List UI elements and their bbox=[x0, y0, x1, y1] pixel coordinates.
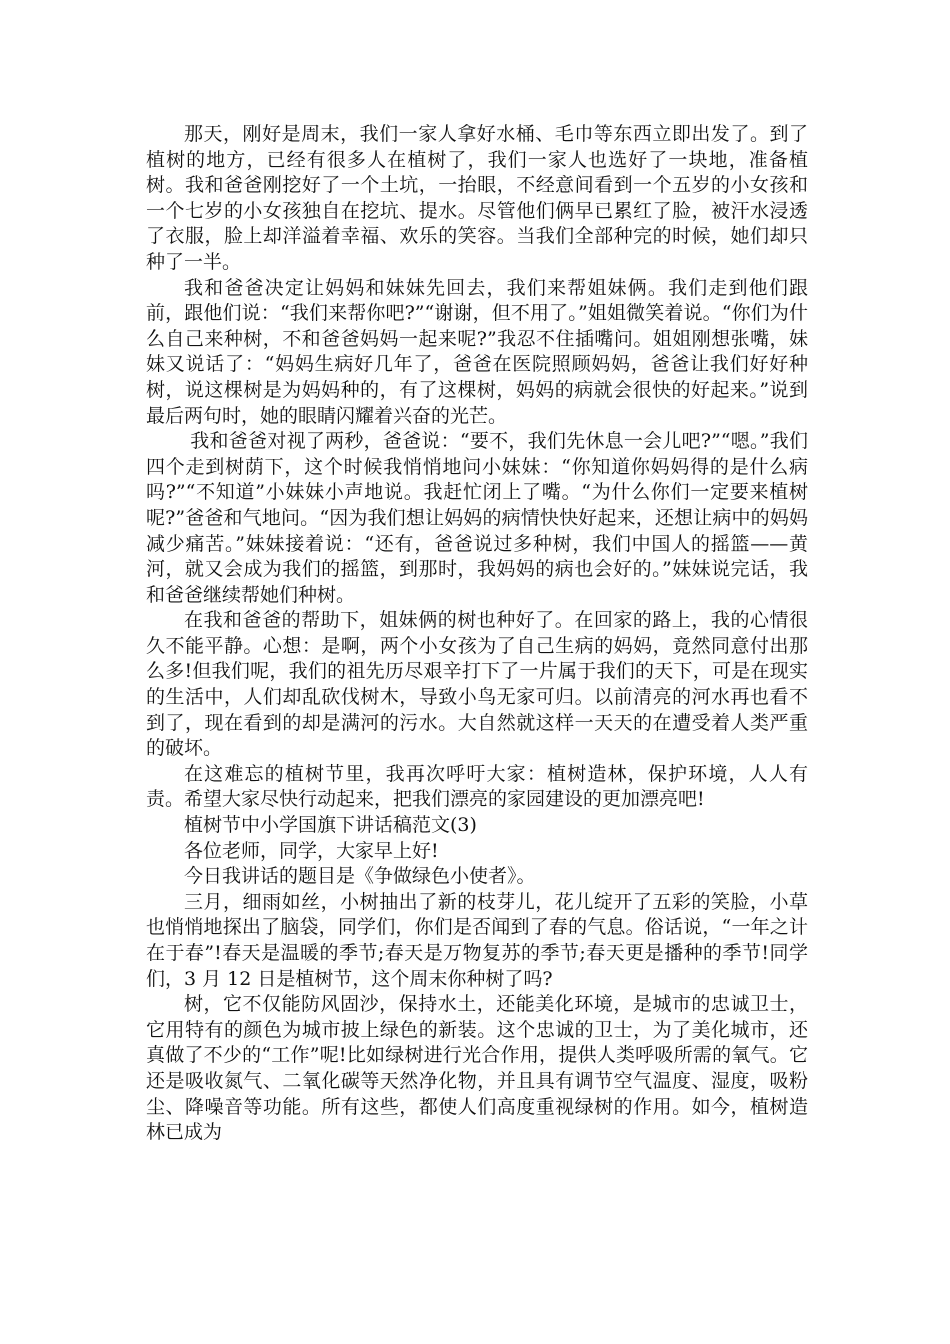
paragraph-conversation: 我和爸爸对视了两秒，爸爸说：“要不，我们先休息一会儿吧?”“嗯。”我们四个走到树荫下，这个时候我悄悄地问小妹妹：“你知道你妈妈得的是什么病吗?”“不知道”小妹妹小声地说。我赶忙闭上了嘴。“为什么你们一定要来植树呢?”爸爸和气地问。“因为我们想让妈妈的病情快快好起来，还想让病中的妈妈减少痛苦。”妹妹接着说：“还有，爸爸说过多种树，我们中国人的摇篮——黄河，就又会成为我们的摇篮，到那时，我妈妈的病也会好的。”妹妹说完话，我和爸爸继续帮她们种树。 bbox=[146, 430, 808, 606]
paragraph-topic: 今日我讲话的题目是《争做绿色小使者》。 bbox=[184, 865, 536, 888]
document-body bbox=[146, 122, 808, 1146]
paragraph-spring: 三月，细雨如丝，小树抽出了新的枝芽儿，花儿绽开了五彩的笑脸，小草也悄悄地探出了脑袋，同学们，你们是否闻到了春的气息。俗话说，“一年之计在于春”!春天是温暖的季节;春天是万物复苏的季节;春天更是播种的季节!同学们，3 月 12 日是植树节，这个周末你种树了吗? bbox=[146, 890, 808, 990]
paragraph-reflection: 在我和爸爸的帮助下，姐妹俩的树也种好了。在回家的路上，我的心情很久不能平静。心想：是啊，两个小女孩为了自己生病的妈妈，竟然同意付出那么多!但我们呢，我们的祖先历尽艰辛打下了一片属于我们的天下，可是在现实的生活中，人们却乱砍伐树木，导致小鸟无家可归。以前清亮的河水再也看不到了，现在看到的却是满河的污水。大自然就这样一天天的在遭受着人类严重的破坏。 bbox=[146, 609, 808, 760]
paragraph-family-planting: 那天，刚好是周末，我们一家人拿好水桶、毛巾等东西立即出发了。到了植树的地方，已经有很多人在植树了，我们一家人也选好了一块地，准备植树。我和爸爸刚挖好了一个土坑，一抬眼，不经意间看到一个五岁的小女孩和一个七岁的小女孩独自在挖坑、提水。尽管他们俩早已累红了脸，被汗水浸透了衣服，脸上却洋溢着幸福、欢乐的笑容。当我们全部种完的时候，她们却只种了一半。 bbox=[146, 123, 808, 273]
paragraph-appeal: 在这难忘的植树节里，我再次呼吁大家：植树造林，保护环境，人人有责。希望大家尽快行动起来，把我们漂亮的家园建设的更加漂亮吧! bbox=[146, 762, 808, 811]
section-title: 植树节中小学国旗下讲话稿范文(3) bbox=[184, 814, 477, 837]
paragraph-sisters-help: 我和爸爸决定让妈妈和妹妹先回去，我们来帮姐妹俩。我们走到他们跟前，跟他们说：“我们来帮你吧?”“谢谢，但不用了。”姐姐微笑着说。“你们为什么自己来种树，不和爸爸妈妈一起来呢?”我忍不住插嘴问。姐姐刚想张嘴，妹妹又说话了：“妈妈生病好几年了，爸爸在医院照顾妈妈，爸爸让我们好好种树，说这棵树是为妈妈种的，有了这棵树，妈妈的病就会很快的好起来。”说到最后两句时，她的眼睛闪耀着兴奋的光芒。 bbox=[146, 276, 808, 427]
paragraph-greeting: 各位老师，同学，大家早上好! bbox=[184, 839, 439, 862]
paragraph-trees: 树，它不仅能防风固沙，保持水土，还能美化环境，是城市的忠诚卫士，它用特有的颜色为城市披上绿色的新装。这个忠诚的卫士，为了美化城市，还真做了不少的“工作”呢!比如绿树进行光合作用，提供人类呼吸所需的氧气。它还是吸收氮气、二氧化碳等天然净化物，并且具有调节空气温度、湿度，吸粉尘、降噪音等功能。所有这些，都使人们高度重视绿树的作用。如今，植树造林已成为 bbox=[146, 993, 808, 1144]
